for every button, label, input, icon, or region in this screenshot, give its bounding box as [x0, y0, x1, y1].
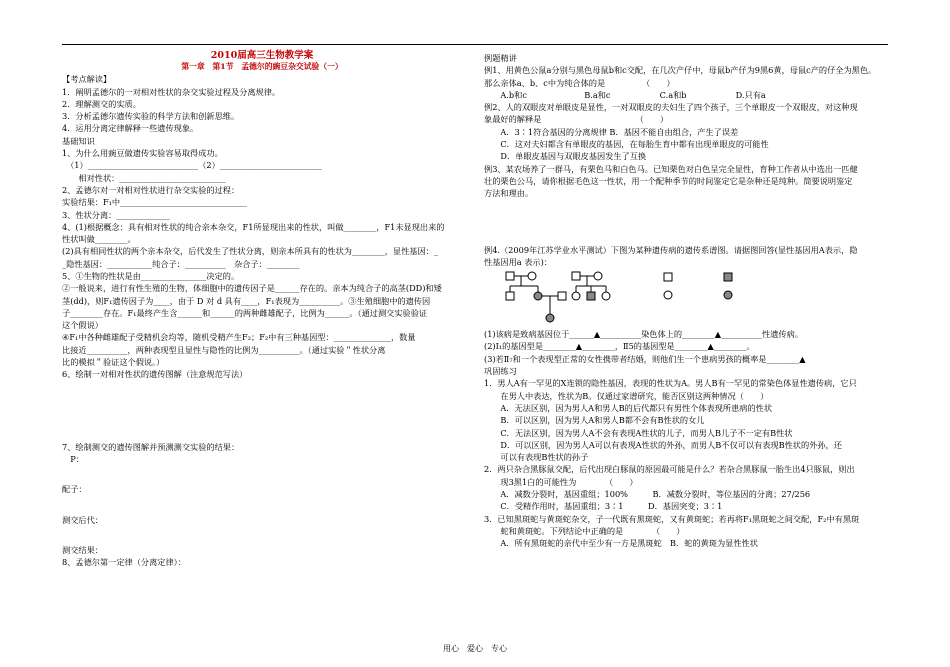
- text-line: 方法和理由。: [484, 188, 534, 199]
- text-line: C．无法区别，因为男人A不会有表现A性状的儿子，而男人B儿子不一定有B性状: [484, 427, 793, 438]
- text-line: 子________存在。F₁最终产生含______和______的两种雌雄配子，比例为______。（通过测交实验验证: [62, 307, 428, 318]
- spacer: [62, 496, 462, 514]
- pedigree-female-normal: [528, 272, 536, 280]
- text-line: 比的模拟＂验证这个假说。）: [62, 357, 165, 368]
- text-line: （1）___________________________（2）_________________________: [62, 160, 323, 171]
- text-line: A．减数分裂时，基因重组；100% B．减数分裂时，等位基因的分离；27/256: [484, 489, 811, 500]
- text-line: 壮的栗色公马，请你根据毛色这一性状，用一个配种季节的时间鉴定它是杂种还是纯种。简要说明鉴定: [484, 175, 853, 186]
- spacer: [62, 465, 462, 483]
- spacer: [62, 423, 462, 441]
- text-line: 3、性状分离：_____________: [62, 209, 170, 220]
- page-footer: 用心 爱心 专心: [443, 644, 507, 653]
- text-line: 【考点解读】: [62, 74, 112, 85]
- text-line: 配子：: [62, 484, 87, 495]
- text-line: 茎(dd)，则F₁遗传因子为____，由于 D 对 d 具有____，F₁表现为__________。③生殖细胞中的遗传因: [62, 295, 431, 306]
- text-line: 2、孟德尔对一对相对性状进行杂交实验的过程：: [62, 184, 240, 195]
- left-column: [62, 50, 462, 568]
- page-subtitle: 第一章 第1节 孟德尔的豌豆杂交试验（一）: [181, 62, 343, 72]
- pedigree-female-normal: [602, 292, 610, 300]
- text-line: 8、孟德尔第一定律（分离定律）：: [62, 557, 186, 568]
- pedigree-chart: [484, 270, 892, 328]
- pedigree-male-normal: [558, 292, 566, 300]
- text-line: 性状叫做________。: [62, 234, 136, 245]
- text-line: 例4.（2009年江苏学业水平测试）下图为某种遗传病的遗传系谱图。请据图回答(显性基因用A表示，隐: [484, 244, 858, 255]
- text-line: A．无法区别，因为男人A和男人B的后代都只有男性个体表现所患病的性状: [484, 402, 773, 413]
- text-line: 实验结果：F₁中_______________________________: [62, 197, 247, 208]
- text-line: _隐性基因：___________纯合子：__________ 杂合子：________: [62, 258, 300, 269]
- result-label: [62, 544, 462, 569]
- text-line: 象最好的解释是 （ ）: [484, 114, 669, 125]
- pedigree-male-normal: [506, 292, 514, 300]
- text-line: 1．阐明孟德尔的一对相对性状的杂交实验过程及分离规律。: [62, 86, 281, 97]
- text-line: 例题精讲: [484, 53, 517, 63]
- text-line: 可以有表现B性状的孙子: [484, 452, 589, 463]
- text-line: 蛇和黄斑蛇。下列结论中正确的是 （ ）: [484, 525, 685, 536]
- example-questions: [484, 52, 892, 200]
- text-line: C．受精作用时，基因重组；3∶1 D．基因突变；3∶1: [484, 501, 723, 512]
- text-line: ②一般说来，进行有性生殖的生物，体细胞中的遗传因子是______存在的。亲本为纯合子的高茎(DD)和矮: [62, 283, 442, 294]
- text-line: 7、绘制测交的遗传图解并预测测交实验的结果：: [62, 441, 240, 452]
- header-rule: [62, 44, 888, 45]
- legend-normal-female-icon: [664, 291, 672, 299]
- right-column: [484, 52, 892, 550]
- spacer: [62, 381, 462, 423]
- text-line: 2．两只杂合黑豚鼠交配，后代出现白豚鼠的原因最可能是什么？若杂合黑豚鼠一胎生出4只豚鼠，则出: [484, 464, 855, 475]
- text-line: ④F₁中各种雌雄配子受精机会均等，随机受精产生F₂；F₂中有三种基因型：______________，数量: [62, 332, 416, 343]
- text-line: C．这对夫妇都含有单眼皮的基因，在每胎生育中都有出现单眼皮的可能性: [484, 139, 769, 150]
- text-line: (2)Ⅰ₁的基因型是________▲________，Ⅱ5的基因型是________▲________。: [484, 341, 755, 352]
- text-line: 5、①生物的性状是由________________决定的。: [62, 271, 240, 281]
- text-line: 性基因用a 表示)：: [484, 256, 552, 267]
- text-line: 相对性状：__________________________: [62, 172, 226, 183]
- text-line: 现3黑1白的可能性为 （ ）: [484, 476, 638, 487]
- text-line: B．可以区别，因为男人A和男人B都不会有B性状的女儿: [484, 415, 705, 426]
- legend-affected-female-icon: [724, 291, 732, 299]
- text-line: A.b和c B.a和c C.a和b D.只有a: [484, 89, 766, 100]
- text-line: D．可以区别，因为男人A可以有表现A性状的外孙，而男人B不仅可以有表现B性状的外孙，还: [484, 439, 842, 450]
- text-line: 1、为什么用豌豆做遗传实验容易取得成功。: [62, 148, 223, 159]
- text-line: 4、(1)根据概念：具有相对性状的纯合亲本杂交，F1所显现出来的性状，叫做________，F1未显现出来的: [62, 221, 445, 232]
- text-line: 例3、某农场养了一群马，有栗色马和白色马。已知栗色对白色呈完全显性，育种工作者从中选出一匹健: [484, 163, 858, 174]
- offspring-label: [62, 514, 462, 526]
- pedigree-female-normal: [594, 272, 602, 280]
- text-line: 2．理解测交的实质。: [62, 98, 141, 109]
- text-line: 在男人中表达，性状为B。仅通过家谱研究，能否区别这两种情况（ ）: [484, 390, 769, 401]
- pedigree-female-normal: [572, 292, 580, 300]
- text-line: 这个假说）: [62, 320, 103, 331]
- pedigree-female-affected: [546, 314, 554, 322]
- text-line: 那么亲体a、b、c中为纯合体的是 （ ）: [484, 77, 675, 88]
- text-line: 3．分析孟德尔遗传实验的科学方法和创新思维。: [62, 111, 240, 122]
- text-line: 6、绘制一对相对性状的遗传图解（注意规范写法）: [62, 369, 248, 380]
- text-line: (3)若Ⅱ₇和一个表现型正常的女性携带者结婚，则他们生一个患病男孩的概率是________▲: [484, 353, 806, 364]
- text-line: 例1、用黄色公鼠a分别与黑色母鼠b和c交配，在几次产仔中，母鼠b产仔为9黑6黄，母鼠c产的仔全为黑色。: [484, 65, 877, 76]
- pedigree-male-normal: [506, 272, 514, 280]
- legend-normal-male-icon: [664, 273, 672, 281]
- spacer: [62, 526, 462, 544]
- example4-stem: [484, 244, 892, 269]
- left-body: [62, 73, 462, 380]
- text-line: D．单眼皮基因与双眼皮基因发生了互换: [484, 151, 647, 162]
- legend-affected-male-icon: [724, 273, 732, 281]
- example4-questions: [484, 328, 892, 365]
- text-line: 例2、人的双眼皮对单眼皮是显性，一对双眼皮的夫妇生了四个孩子，三个单眼皮一个双眼皮，对这种现: [484, 102, 858, 113]
- pedigree-male-affected: [587, 292, 595, 300]
- text-line: 比接近__________，两种表现型且显性与隐性的比例为__________。（通过实验＂性状分离: [62, 344, 386, 355]
- text-line: (1)该病是致病基因位于______▲__________染色体上的________▲__________性遗传病。: [484, 329, 803, 340]
- text-line: 1．男人A有一罕见的X连锁的隐性基因，表现的性状为A。男人B有一罕见的常染色体显性遗传病，它只: [484, 378, 857, 389]
- text-line: 3．已知黑斑蛇与黄斑蛇杂交，子一代既有黑斑蛇，又有黄斑蛇；若再将F₁黑斑蛇之间交配，F₂中有黑斑: [484, 513, 860, 524]
- page-title: 2010届高三生物教学案: [210, 50, 314, 61]
- text-line: 测交结果：: [62, 544, 103, 555]
- pedigree-female-affected: [534, 292, 542, 300]
- pedigree-svg: [484, 270, 884, 328]
- text-line: 巩固练习: [484, 366, 517, 377]
- text-line: 基础知识: [62, 135, 95, 146]
- spacer: [484, 200, 892, 244]
- text-line: (2)具有相同性状的两个亲本杂交，后代发生了性状分离，则亲本所具有的性状为________，显性基因：_: [62, 246, 438, 257]
- text-line: A．3∶1符合基因的分离规律 B．基因不能自由组合，产生了误差: [484, 126, 739, 137]
- text-line: P：: [62, 453, 84, 464]
- testcross-prompt: [62, 441, 462, 466]
- practice-section: [484, 365, 892, 549]
- text-line: 4．运用分离定律解释一些遗传现象。: [62, 123, 199, 134]
- gametes-label: [62, 483, 462, 495]
- text-line: 测交后代：: [62, 514, 103, 525]
- text-line: A．所有黑斑蛇的亲代中至少有一方是黑斑蛇 B．蛇的黄斑为显性性状: [484, 538, 758, 549]
- pedigree-male-normal: [572, 272, 580, 280]
